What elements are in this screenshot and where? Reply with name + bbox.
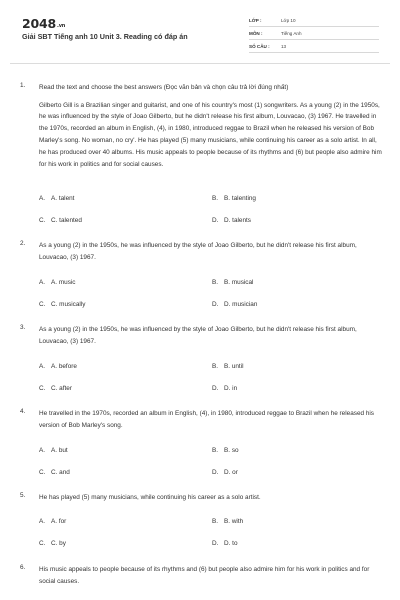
document-title: Giải SBT Tiếng anh 10 Unit 3. Reading có đáp án [22,32,188,41]
option-a[interactable]: A. A. talent [39,195,75,202]
question-text: As a young (2) in the 1950s, he was influenced by the style of Joao Gilberto, but he didn't release his first album, Louvacao, (3) 1967. [39,326,357,345]
question-text: His music appeals to people because of its rhythms and (6) but people also admire him for his work in politics and for social causes. [39,566,370,585]
question-number: 3. [20,324,26,331]
option-d[interactable]: D. D. talents [212,217,251,224]
option-b[interactable]: B. B. talenting [212,195,256,202]
question-text: As a young (2) in the 1950s, he was influenced by the style of Joao Gilberto, but he didn't release his first album, Louvacao, (3) 1967. [39,242,357,261]
option-b[interactable]: B. B. with [212,518,244,525]
option-d[interactable]: D. D. in [212,385,238,392]
option-a[interactable]: A. A. music [39,279,76,286]
meta-row-class [249,14,379,27]
logo-main: 2048 [22,16,56,31]
question-number: 1. [20,82,26,89]
question-4 [20,408,385,431]
question-text: He has played (5) many musicians, while continuing his career as a solo artist. [39,494,261,501]
option-c[interactable]: C. C. by [39,540,66,547]
logo-suffix: .vn [57,23,66,29]
meta-table [249,14,379,53]
option-c[interactable]: C. C. musically [39,301,86,308]
option-b[interactable]: B. B. so [212,447,239,454]
option-b[interactable]: B. B. until [212,363,244,370]
question-number: 2. [20,240,26,247]
option-c[interactable]: C. C. after [39,385,72,392]
meta-value: Lớp 10 [281,17,296,23]
meta-label: MÔN : [249,30,263,36]
site-logo[interactable] [22,16,65,31]
page-header [0,0,400,64]
question-2 [20,240,385,263]
meta-label: LỚP : [249,17,262,23]
meta-value: Tiếng Anh [281,30,302,36]
question-5 [20,492,385,504]
question-text: He travelled in the 1970s, recorded an album in English, (4), in 1980, introduced reggae to Brazil when he released his version of Bob Marley's song. [39,410,374,429]
question-1 [20,82,385,171]
question-number: 6. [20,564,26,571]
meta-row-count [249,40,379,53]
header-divider [10,63,390,64]
option-c[interactable]: C. C. talented [39,217,82,224]
option-a[interactable]: A. A. for [39,518,67,525]
question-3 [20,324,385,347]
meta-label: SỐ CÂU : [249,43,270,49]
meta-row-subject [249,27,379,40]
option-d[interactable]: D. D. or [212,469,238,476]
option-a[interactable]: A. A. but [39,447,68,454]
option-c[interactable]: C. C. and [39,469,70,476]
question-6 [20,564,385,587]
question-text: Read the text and choose the best answers (Đọc văn bản và chọn câu trả lời đúng nhất) [39,84,289,91]
option-d[interactable]: D. D. to [212,540,238,547]
meta-value: 13 [281,43,287,49]
question-number: 5. [20,492,26,499]
option-b[interactable]: B. B. musical [212,279,254,286]
option-a[interactable]: A. A. before [39,363,77,370]
question-number: 4. [20,408,26,415]
reading-passage: Gilberto Gill is a Brazilian singer and guitarist, and one of his country's most (1) songwriters. As a young (2) in the 1950s, he was influenced by the style of Joao Gilberto, but he didn't release his first album, Louvacao, (3) 1967. He travelled in the 1970s, recorded an album in English, (4), in 1980, introduced reggae to Brazil when he released his version of Bob Marley's song. No woman, no cry'. He has played (5) many musicians, while continuing his career as a solo artist. In all, he has produced over 40 albums. His music appeals to people because of its rhythms and (6) but people also admire him for his work in politics and for social causes. [39,101,382,169]
option-d[interactable]: D. D. musician [212,301,258,308]
